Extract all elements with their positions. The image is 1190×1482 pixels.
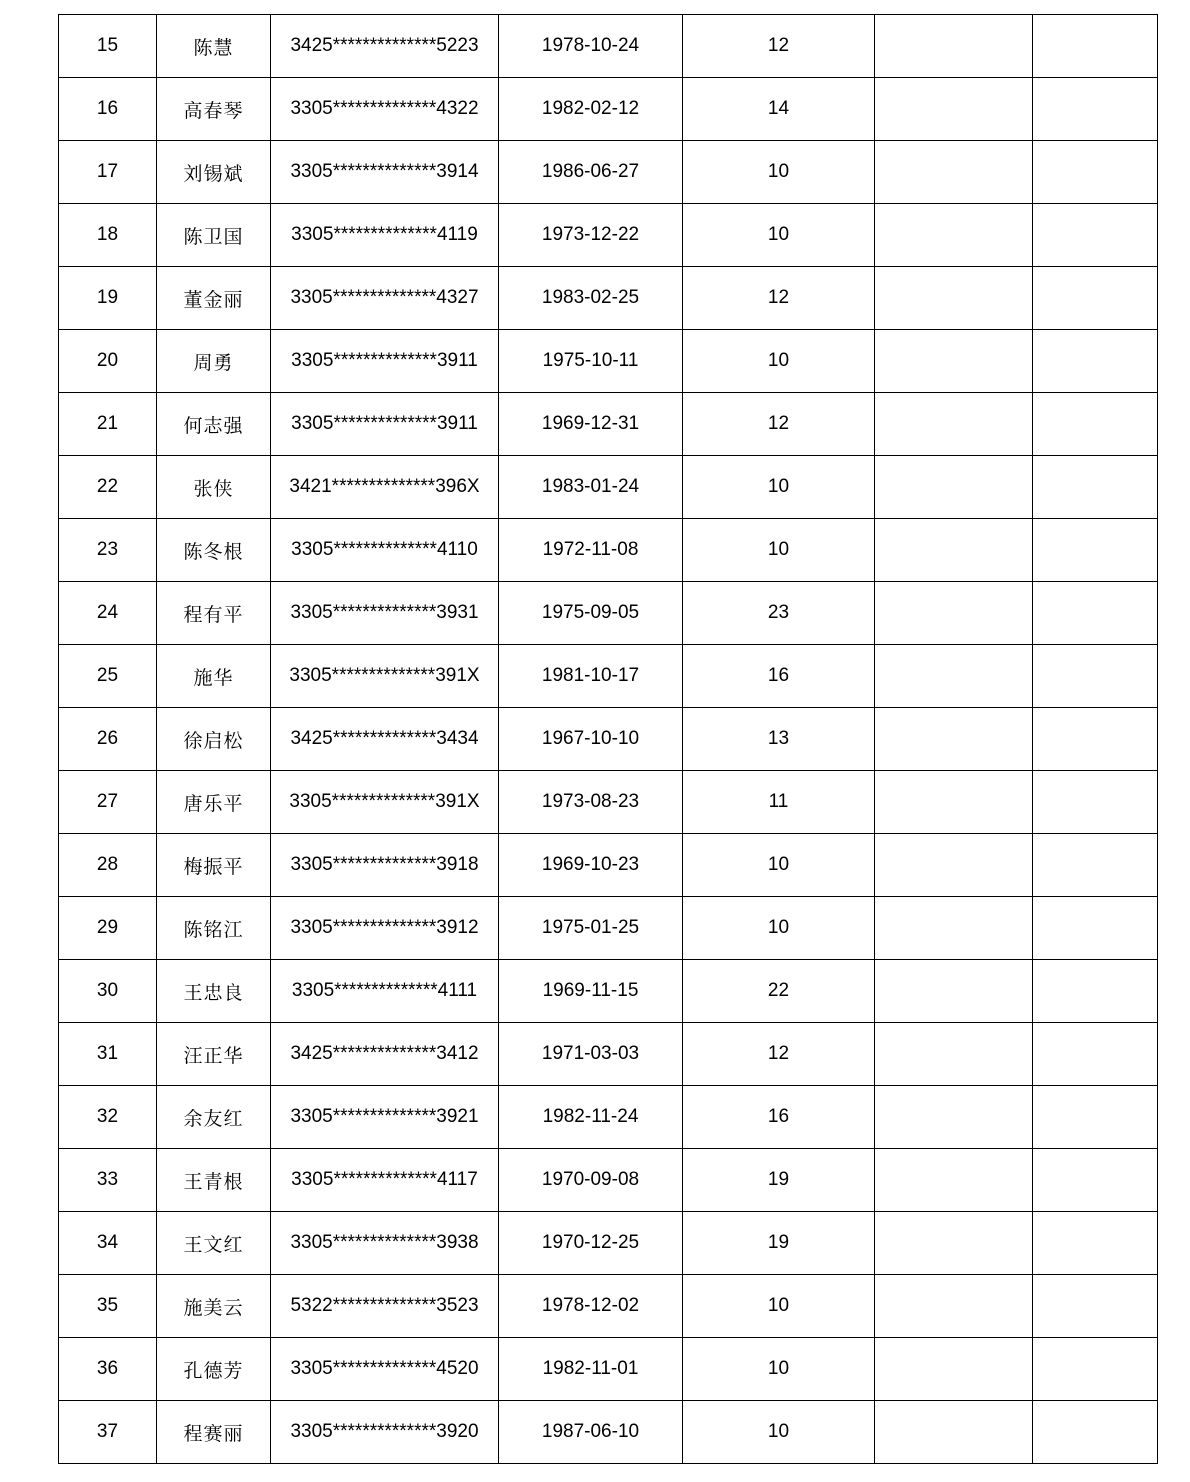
cell-id-number: 3305**************3911: [271, 393, 499, 456]
cell-id-number: 3305**************4117: [271, 1149, 499, 1212]
table-row: [59, 204, 1158, 267]
cell-blank-1: [875, 1338, 1033, 1401]
table-row: [59, 1149, 1158, 1212]
cell-birth-date: 1981-10-17: [499, 645, 683, 708]
cell-id-number: 3305**************3938: [271, 1212, 499, 1275]
cell-name: 施美云: [157, 1275, 271, 1338]
cell-number: 19: [59, 267, 157, 330]
table-row: [59, 456, 1158, 519]
cell-years: 12: [683, 267, 875, 330]
cell-years: 10: [683, 1401, 875, 1464]
table-row: [59, 330, 1158, 393]
cell-years: 10: [683, 204, 875, 267]
cell-name: 刘锡斌: [157, 141, 271, 204]
cell-blank-2: [1033, 456, 1158, 519]
cell-birth-date: 1978-10-24: [499, 15, 683, 78]
cell-id-number: 3421**************396X: [271, 456, 499, 519]
cell-years: 16: [683, 645, 875, 708]
cell-birth-date: 1982-02-12: [499, 78, 683, 141]
cell-name: 唐乐平: [157, 771, 271, 834]
cell-id-number: 3305**************4520: [271, 1338, 499, 1401]
cell-id-number: 3425**************3434: [271, 708, 499, 771]
cell-years: 13: [683, 708, 875, 771]
cell-blank-2: [1033, 1149, 1158, 1212]
cell-blank-1: [875, 834, 1033, 897]
cell-blank-2: [1033, 645, 1158, 708]
cell-years: 10: [683, 897, 875, 960]
cell-blank-2: [1033, 1338, 1158, 1401]
cell-id-number: 3305**************3931: [271, 582, 499, 645]
cell-blank-2: [1033, 708, 1158, 771]
cell-blank-2: [1033, 582, 1158, 645]
table-row: [59, 393, 1158, 456]
cell-blank-1: [875, 708, 1033, 771]
cell-years: 16: [683, 1086, 875, 1149]
cell-birth-date: 1969-10-23: [499, 834, 683, 897]
cell-number: 29: [59, 897, 157, 960]
cell-number: 35: [59, 1275, 157, 1338]
cell-birth-date: 1972-11-08: [499, 519, 683, 582]
table-row: [59, 582, 1158, 645]
cell-name: 周勇: [157, 330, 271, 393]
cell-years: 19: [683, 1149, 875, 1212]
cell-name: 王文红: [157, 1212, 271, 1275]
cell-birth-date: 1975-01-25: [499, 897, 683, 960]
cell-blank-2: [1033, 897, 1158, 960]
cell-blank-2: [1033, 1023, 1158, 1086]
cell-years: 23: [683, 582, 875, 645]
cell-birth-date: 1970-09-08: [499, 1149, 683, 1212]
cell-blank-2: [1033, 1086, 1158, 1149]
cell-name: 徐启松: [157, 708, 271, 771]
cell-blank-1: [875, 393, 1033, 456]
cell-blank-1: [875, 15, 1033, 78]
cell-birth-date: 1967-10-10: [499, 708, 683, 771]
cell-id-number: 3305**************4327: [271, 267, 499, 330]
cell-birth-date: 1983-02-25: [499, 267, 683, 330]
cell-years: 10: [683, 456, 875, 519]
cell-blank-2: [1033, 141, 1158, 204]
cell-blank-1: [875, 1086, 1033, 1149]
cell-name: 董金丽: [157, 267, 271, 330]
cell-years: 12: [683, 393, 875, 456]
cell-number: 37: [59, 1401, 157, 1464]
cell-name: 张侠: [157, 456, 271, 519]
table-row: [59, 1023, 1158, 1086]
cell-name: 程赛丽: [157, 1401, 271, 1464]
cell-id-number: 3305**************391X: [271, 645, 499, 708]
cell-blank-1: [875, 1401, 1033, 1464]
cell-id-number: 3305**************3920: [271, 1401, 499, 1464]
cell-name: 程有平: [157, 582, 271, 645]
cell-number: 18: [59, 204, 157, 267]
cell-blank-1: [875, 582, 1033, 645]
cell-id-number: 3425**************3412: [271, 1023, 499, 1086]
cell-name: 施华: [157, 645, 271, 708]
cell-blank-2: [1033, 1275, 1158, 1338]
table-row: [59, 708, 1158, 771]
cell-blank-1: [875, 204, 1033, 267]
cell-blank-1: [875, 1023, 1033, 1086]
cell-id-number: 3305**************3921: [271, 1086, 499, 1149]
cell-number: 24: [59, 582, 157, 645]
table-row: [59, 1212, 1158, 1275]
cell-number: 22: [59, 456, 157, 519]
cell-name: 梅振平: [157, 834, 271, 897]
cell-years: 10: [683, 1275, 875, 1338]
cell-blank-1: [875, 267, 1033, 330]
cell-id-number: 3305**************3912: [271, 897, 499, 960]
cell-years: 14: [683, 78, 875, 141]
cell-blank-2: [1033, 15, 1158, 78]
cell-number: 27: [59, 771, 157, 834]
table-row: [59, 15, 1158, 78]
cell-blank-1: [875, 1212, 1033, 1275]
cell-blank-1: [875, 330, 1033, 393]
cell-years: 22: [683, 960, 875, 1023]
cell-name: 孔德芳: [157, 1338, 271, 1401]
cell-number: 33: [59, 1149, 157, 1212]
cell-blank-1: [875, 645, 1033, 708]
cell-number: 15: [59, 15, 157, 78]
cell-id-number: 3305**************391X: [271, 771, 499, 834]
cell-years: 12: [683, 15, 875, 78]
cell-id-number: 3305**************3918: [271, 834, 499, 897]
table-row: [59, 78, 1158, 141]
cell-years: 12: [683, 1023, 875, 1086]
cell-blank-2: [1033, 771, 1158, 834]
cell-blank-2: [1033, 204, 1158, 267]
cell-number: 25: [59, 645, 157, 708]
cell-number: 31: [59, 1023, 157, 1086]
table-row: [59, 771, 1158, 834]
table-row: [59, 960, 1158, 1023]
table-row: [59, 141, 1158, 204]
cell-id-number: 3305**************3914: [271, 141, 499, 204]
cell-blank-1: [875, 960, 1033, 1023]
cell-name: 陈慧: [157, 15, 271, 78]
table-row: [59, 1338, 1158, 1401]
cell-blank-2: [1033, 1212, 1158, 1275]
cell-id-number: 3425**************5223: [271, 15, 499, 78]
cell-years: 10: [683, 330, 875, 393]
table-row: [59, 645, 1158, 708]
cell-blank-1: [875, 771, 1033, 834]
cell-name: 汪正华: [157, 1023, 271, 1086]
cell-birth-date: 1973-08-23: [499, 771, 683, 834]
cell-number: 20: [59, 330, 157, 393]
cell-number: 30: [59, 960, 157, 1023]
cell-name: 王青根: [157, 1149, 271, 1212]
cell-name: 陈铭江: [157, 897, 271, 960]
cell-id-number: 3305**************3911: [271, 330, 499, 393]
cell-id-number: 3305**************4111: [271, 960, 499, 1023]
cell-birth-date: 1975-09-05: [499, 582, 683, 645]
table-row: [59, 267, 1158, 330]
cell-number: 17: [59, 141, 157, 204]
cell-years: 10: [683, 141, 875, 204]
cell-blank-1: [875, 897, 1033, 960]
cell-birth-date: 1986-06-27: [499, 141, 683, 204]
cell-number: 16: [59, 78, 157, 141]
cell-blank-1: [875, 1149, 1033, 1212]
cell-blank-1: [875, 141, 1033, 204]
table-row: [59, 519, 1158, 582]
cell-id-number: 3305**************4322: [271, 78, 499, 141]
cell-id-number: 5322**************3523: [271, 1275, 499, 1338]
table-row: [59, 1275, 1158, 1338]
cell-birth-date: 1969-12-31: [499, 393, 683, 456]
cell-years: 10: [683, 519, 875, 582]
cell-blank-2: [1033, 330, 1158, 393]
table-row: [59, 1401, 1158, 1464]
cell-years: 10: [683, 834, 875, 897]
cell-blank-2: [1033, 834, 1158, 897]
cell-birth-date: 1973-12-22: [499, 204, 683, 267]
cell-blank-2: [1033, 1401, 1158, 1464]
cell-blank-1: [875, 1275, 1033, 1338]
cell-birth-date: 1983-01-24: [499, 456, 683, 519]
cell-birth-date: 1970-12-25: [499, 1212, 683, 1275]
table-body: [59, 15, 1158, 1464]
cell-birth-date: 1982-11-01: [499, 1338, 683, 1401]
cell-name: 王忠良: [157, 960, 271, 1023]
cell-birth-date: 1969-11-15: [499, 960, 683, 1023]
cell-birth-date: 1975-10-11: [499, 330, 683, 393]
cell-blank-1: [875, 519, 1033, 582]
cell-years: 19: [683, 1212, 875, 1275]
cell-blank-2: [1033, 393, 1158, 456]
cell-id-number: 3305**************4119: [271, 204, 499, 267]
cell-blank-2: [1033, 78, 1158, 141]
roster-table: [58, 14, 1158, 1464]
cell-blank-2: [1033, 519, 1158, 582]
cell-blank-1: [875, 78, 1033, 141]
cell-blank-2: [1033, 960, 1158, 1023]
cell-name: 高春琴: [157, 78, 271, 141]
cell-birth-date: 1978-12-02: [499, 1275, 683, 1338]
cell-blank-2: [1033, 267, 1158, 330]
cell-number: 36: [59, 1338, 157, 1401]
cell-name: 何志强: [157, 393, 271, 456]
cell-years: 11: [683, 771, 875, 834]
table-row: [59, 834, 1158, 897]
cell-number: 21: [59, 393, 157, 456]
cell-blank-1: [875, 456, 1033, 519]
cell-number: 34: [59, 1212, 157, 1275]
cell-name: 陈冬根: [157, 519, 271, 582]
cell-number: 26: [59, 708, 157, 771]
table-row: [59, 1086, 1158, 1149]
cell-id-number: 3305**************4110: [271, 519, 499, 582]
cell-years: 10: [683, 1338, 875, 1401]
cell-number: 23: [59, 519, 157, 582]
cell-birth-date: 1987-06-10: [499, 1401, 683, 1464]
cell-birth-date: 1971-03-03: [499, 1023, 683, 1086]
cell-name: 余友红: [157, 1086, 271, 1149]
cell-name: 陈卫国: [157, 204, 271, 267]
cell-number: 32: [59, 1086, 157, 1149]
table-row: [59, 897, 1158, 960]
cell-number: 28: [59, 834, 157, 897]
cell-birth-date: 1982-11-24: [499, 1086, 683, 1149]
